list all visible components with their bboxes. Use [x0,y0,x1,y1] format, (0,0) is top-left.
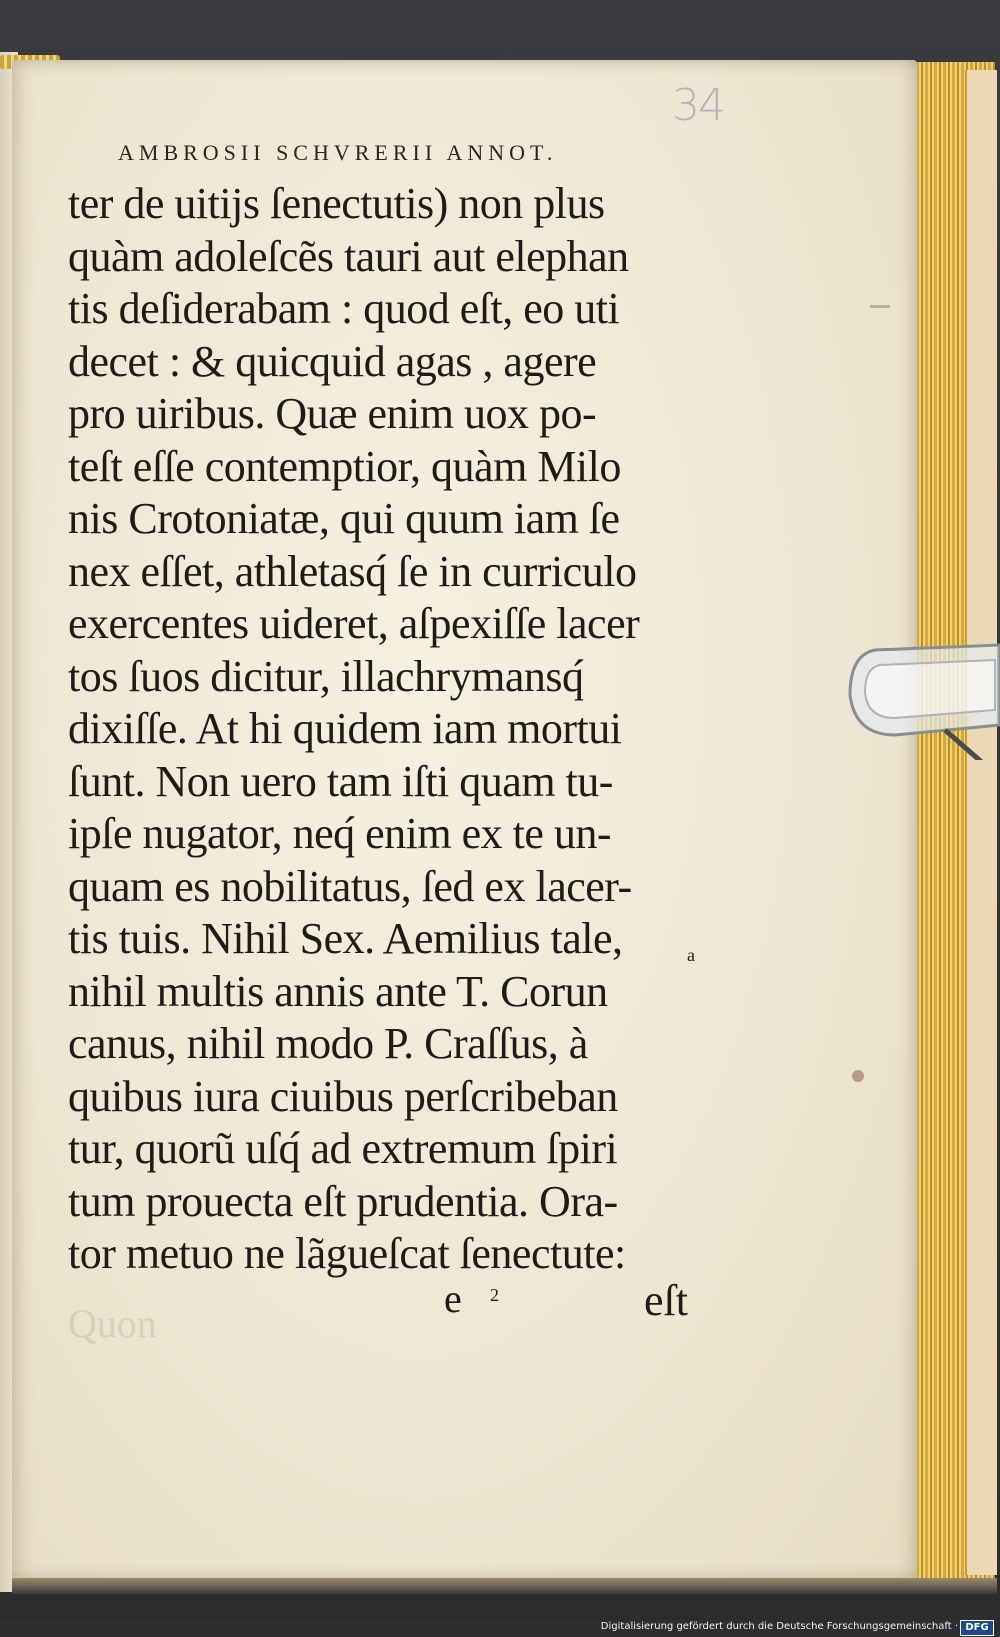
text-line: tur, quorũ uſq́ ad extremum ſpiri [68,1124,618,1173]
text-line: tum prouecta eſt prudentia. Ora- [68,1176,618,1226]
text-line: ter de uitijs ſenectutis) non plus [68,179,605,228]
text-line: exercentes uideret, aſpexiſſe lacer [68,599,640,648]
text-line: quam es nobilitatus, ſed ex lacer- [68,861,632,911]
text-line: tos ſuos dicitur, illachrymansq́ [68,651,584,701]
running-head: AMBROSII SCHVRERII ANNOT. [118,140,558,165]
page-bottom-shadow [12,1578,997,1594]
funding-credit: Digitalisierung gefördert durch die Deutsche Forschungsgemeinschaft · [600,1621,958,1632]
text-line: dixiſſe. At hi quidem iam mortui [68,704,622,753]
dfg-logo: DFG [960,1620,994,1636]
signature-number: 2 [490,1285,499,1305]
text-line: tor metuo ne lãgueſcat ſenectute: [68,1229,626,1278]
text-line: nex eſſet, athletasq́ ſe in curriculo [68,546,637,596]
text-line: ſunt. Non uero tam iſti quam tu- [68,756,613,806]
paper-mark [870,305,890,308]
text-line: quibus iura ciuibus perſcribeban [68,1071,618,1121]
text-line: teſt eſſe contemptior, quàm Milo [68,441,621,491]
book-cover-edge [965,70,997,1575]
text-line: ipſe nugator, neq́ enim ex te un- [68,809,612,858]
margin-letter: a [687,945,695,965]
pencil-page-number: 34 [672,80,724,131]
plastic-page-clip [835,640,1000,760]
signature-mark: e [444,1276,462,1321]
ink-spot [852,1070,864,1082]
text-line: decet : & quicquid agas , agere [68,336,597,386]
text-line: nihil multis annis ante T. Corun [68,966,608,1016]
text-line: tis tuis. Nihil Sex. Aemilius tale, [68,914,623,963]
show-through-text: Quon [68,1301,157,1346]
text-line: pro uiribus. Quæ enim uox po- [68,389,597,438]
text-line: quàm adoleſcẽs tauri aut elephan [68,231,629,281]
text-block [68,178,688,1281]
catchword: eſt [644,1276,688,1325]
text-line: nis Crotoniatæ, qui quum iam ſe [68,494,620,543]
text-line: canus, nihil modo P. Craſſus, à [68,1019,588,1068]
text-line: tis deſiderabam : quod eſt, eo uti [68,284,620,333]
signature-row [68,1275,688,1325]
